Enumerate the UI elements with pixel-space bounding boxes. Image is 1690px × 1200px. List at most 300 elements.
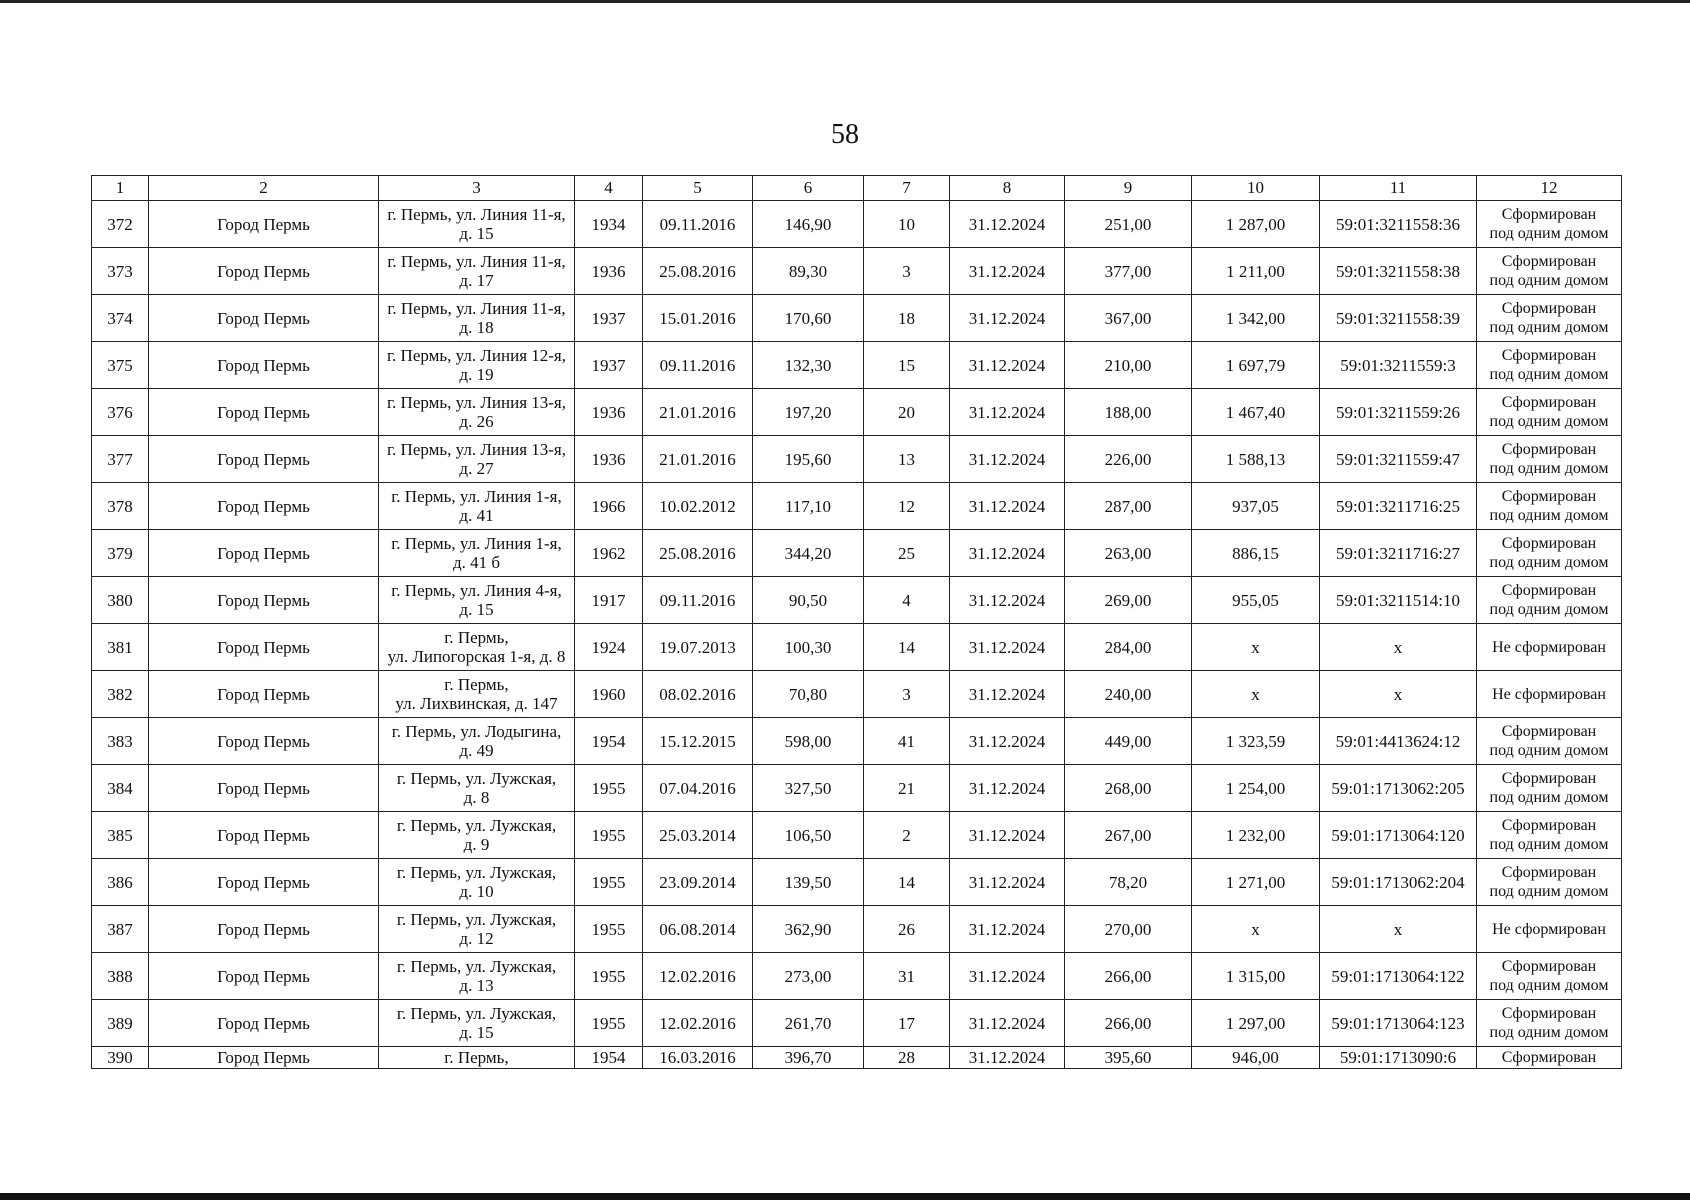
land-status-line-2: под одним домом [1489,554,1609,571]
address-cell [379,718,575,765]
land-status-line-1: Сформирован [1501,347,1597,364]
year-built-cell: 1924 [575,624,643,671]
address-line-1: г. Пермь, ул. Лужская, [396,863,557,882]
count-cell: 12 [864,483,950,530]
address-line-2: д. 18 [459,318,494,337]
municipality-cell: Город Пермь [149,812,379,859]
deadline-cell: 31.12.2024 [950,483,1065,530]
area-cell: 344,20 [753,530,864,577]
deadline-cell: 31.12.2024 [950,577,1065,624]
deadline-cell: 31.12.2024 [950,859,1065,906]
land-status-cell [1477,859,1622,906]
row-number-cell: 374 [92,295,149,342]
land-status-cell [1477,624,1622,671]
table-row [92,248,1622,295]
count-cell: 14 [864,624,950,671]
address-cell [379,953,575,1000]
land-status-cell [1477,389,1622,436]
column-header-4: 4 [575,176,643,201]
row-number-cell: 385 [92,812,149,859]
land-status-cell [1477,295,1622,342]
address-line-2: д. 26 [459,412,494,431]
cadastral-number-cell: 59:01:3211716:27 [1320,530,1477,577]
address-cell [379,342,575,389]
cadastral-number-cell: 59:01:1713090:6 [1320,1047,1477,1069]
column-9-cell: 240,00 [1065,671,1192,718]
area-cell: 327,50 [753,765,864,812]
year-built-cell: 1962 [575,530,643,577]
deadline-cell: 31.12.2024 [950,718,1065,765]
year-built-cell: 1937 [575,295,643,342]
row-number-cell: 372 [92,201,149,248]
table-row [92,342,1622,389]
address-line-1: г. Пермь, ул. Линия 11-я, [387,205,566,224]
year-built-cell: 1966 [575,483,643,530]
date-cell: 09.11.2016 [643,342,753,389]
count-cell: 3 [864,248,950,295]
cadastral-number-cell: 59:01:1713064:120 [1320,812,1477,859]
count-cell: 15 [864,342,950,389]
land-status-line-2: под одним домом [1489,366,1609,383]
count-cell: 31 [864,953,950,1000]
column-9-cell: 284,00 [1065,624,1192,671]
land-status-cell [1477,671,1622,718]
column-10-cell: 1 254,00 [1192,765,1320,812]
table-row [92,859,1622,906]
area-cell: 132,30 [753,342,864,389]
land-status-line-2: под одним домом [1489,742,1609,759]
column-9-cell: 449,00 [1065,718,1192,765]
cadastral-number-cell: 59:01:3211559:47 [1320,436,1477,483]
address-line-1: г. Пермь, ул. Линия 12-я, [387,346,566,365]
address-cell [379,295,575,342]
land-status-line-2: под одним домом [1489,507,1609,524]
column-9-cell: 270,00 [1065,906,1192,953]
year-built-cell: 1955 [575,765,643,812]
deadline-cell: 31.12.2024 [950,812,1065,859]
row-number-cell: 388 [92,953,149,1000]
land-status-line-1: Не сформирован [1492,920,1606,938]
count-cell: 26 [864,906,950,953]
date-cell: 21.01.2016 [643,436,753,483]
column-9-cell: 226,00 [1065,436,1192,483]
date-cell: 12.02.2016 [643,1000,753,1047]
year-built-cell: 1960 [575,671,643,718]
area-cell: 117,10 [753,483,864,530]
year-built-cell: 1955 [575,1000,643,1047]
land-status-line-1: Сформирован [1501,535,1597,552]
column-10-cell: 1 211,00 [1192,248,1320,295]
housing-register-table [91,175,1622,1069]
column-header-5: 5 [643,176,753,201]
column-10-cell: х [1192,906,1320,953]
land-status-line-2: под одним домом [1489,789,1609,806]
address-line-2: д. 15 [459,600,494,619]
column-header-6: 6 [753,176,864,201]
land-status-cell [1477,530,1622,577]
row-number-cell: 381 [92,624,149,671]
column-9-cell: 269,00 [1065,577,1192,624]
land-status-cell [1477,906,1622,953]
column-10-cell: 1 315,00 [1192,953,1320,1000]
land-status-cell [1477,718,1622,765]
land-status-line-1: Сформирован [1501,770,1597,787]
land-status-line-2: под одним домом [1489,460,1609,477]
cadastral-number-cell: 59:01:4413624:12 [1320,718,1477,765]
area-cell: 89,30 [753,248,864,295]
land-status-line-2: под одним домом [1489,601,1609,618]
address-line-2: ул. Липогорская 1-я, д. 8 [387,647,566,666]
land-status-cell [1477,953,1622,1000]
address-line-2: д. 15 [459,224,494,243]
bottom-border-line [0,1193,1690,1200]
land-status-line-1: Не сформирован [1492,638,1606,656]
column-10-cell: 955,05 [1192,577,1320,624]
land-status-cell [1477,201,1622,248]
municipality-cell: Город Пермь [149,577,379,624]
address-cell [379,389,575,436]
column-header-12: 12 [1477,176,1622,201]
column-10-cell: х [1192,671,1320,718]
column-header-8: 8 [950,176,1065,201]
municipality-cell: Город Пермь [149,718,379,765]
area-cell: 197,20 [753,389,864,436]
column-header-7: 7 [864,176,950,201]
municipality-cell: Город Пермь [149,859,379,906]
deadline-cell: 31.12.2024 [950,530,1065,577]
year-built-cell: 1955 [575,859,643,906]
column-9-cell: 78,20 [1065,859,1192,906]
land-status-cell [1477,812,1622,859]
table-row [92,953,1622,1000]
land-status-line-1: Сформирован [1501,253,1597,270]
land-status-line-2: под одним домом [1489,977,1609,994]
area-cell: 273,00 [753,953,864,1000]
area-cell: 396,70 [753,1047,864,1069]
row-number-cell: 390 [92,1047,149,1069]
column-header-11: 11 [1320,176,1477,201]
land-status-line-2: под одним домом [1489,225,1609,242]
land-status-line-2: под одним домом [1489,1024,1609,1041]
deadline-cell: 31.12.2024 [950,295,1065,342]
column-header-2: 2 [149,176,379,201]
address-line-2: д. 41 [459,506,494,525]
row-number-cell: 379 [92,530,149,577]
date-cell: 19.07.2013 [643,624,753,671]
land-status-line-2: под одним домом [1489,836,1609,853]
row-number-cell: 375 [92,342,149,389]
address-line-1: г. Пермь, [444,675,509,694]
address-line-1: г. Пермь, ул. Лужская, [396,957,557,976]
address-line-1: г. Пермь, ул. Линия 11-я, [387,299,566,318]
table-row [92,483,1622,530]
area-cell: 146,90 [753,201,864,248]
cadastral-number-cell: 59:01:1713062:205 [1320,765,1477,812]
land-status-cell [1477,1000,1622,1047]
date-cell: 15.01.2016 [643,295,753,342]
municipality-cell: Город Пермь [149,201,379,248]
address-cell [379,765,575,812]
table-row [92,765,1622,812]
count-cell: 21 [864,765,950,812]
area-cell: 170,60 [753,295,864,342]
land-status-cell [1477,765,1622,812]
land-status-line-1: Сформирован [1501,206,1597,223]
table-row [92,1000,1622,1047]
count-cell: 41 [864,718,950,765]
cadastral-number-cell: 59:01:3211716:25 [1320,483,1477,530]
cadastral-number-cell: 59:01:3211558:36 [1320,201,1477,248]
address-line-2: д. 27 [459,459,494,478]
page-number: 58 [831,119,859,150]
year-built-cell: 1936 [575,248,643,295]
address-line-2: д. 13 [459,976,494,995]
municipality-cell: Город Пермь [149,436,379,483]
municipality-cell: Город Пермь [149,765,379,812]
address-cell [379,577,575,624]
date-cell: 25.08.2016 [643,530,753,577]
deadline-cell: 31.12.2024 [950,671,1065,718]
area-cell: 362,90 [753,906,864,953]
table-row [92,812,1622,859]
land-status-cell [1477,483,1622,530]
column-10-cell: х [1192,624,1320,671]
municipality-cell: Город Пермь [149,1000,379,1047]
address-cell [379,201,575,248]
column-9-cell: 266,00 [1065,1000,1192,1047]
count-cell: 28 [864,1047,950,1069]
deadline-cell: 31.12.2024 [950,389,1065,436]
municipality-cell: Город Пермь [149,953,379,1000]
land-status-cell [1477,342,1622,389]
cadastral-number-cell: х [1320,906,1477,953]
column-10-cell: 1 232,00 [1192,812,1320,859]
year-built-cell: 1954 [575,1047,643,1069]
year-built-cell: 1934 [575,201,643,248]
cadastral-number-cell: х [1320,671,1477,718]
cadastral-number-cell: 59:01:3211559:26 [1320,389,1477,436]
land-status-line-1: Сформирован [1501,488,1597,505]
row-number-cell: 378 [92,483,149,530]
table-row [92,624,1622,671]
count-cell: 17 [864,1000,950,1047]
row-number-cell: 384 [92,765,149,812]
address-cell [379,1047,575,1069]
area-cell: 70,80 [753,671,864,718]
column-9-cell: 263,00 [1065,530,1192,577]
address-line-1: г. Пермь, [444,628,509,647]
year-built-cell: 1917 [575,577,643,624]
address-cell [379,436,575,483]
date-cell: 06.08.2014 [643,906,753,953]
cadastral-number-cell: 59:01:1713064:122 [1320,953,1477,1000]
address-cell [379,483,575,530]
table-row [92,436,1622,483]
table-row [92,671,1622,718]
cadastral-number-cell: х [1320,624,1477,671]
column-10-cell: 1 697,79 [1192,342,1320,389]
land-status-line-1: Сформирован [1501,817,1597,834]
area-cell: 261,70 [753,1000,864,1047]
area-cell: 195,60 [753,436,864,483]
year-built-cell: 1954 [575,718,643,765]
date-cell: 25.08.2016 [643,248,753,295]
land-status-line-2: под одним домом [1489,883,1609,900]
address-line-1: г. Пермь, [444,1048,509,1067]
deadline-cell: 31.12.2024 [950,342,1065,389]
row-number-cell: 376 [92,389,149,436]
row-number-cell: 382 [92,671,149,718]
deadline-cell: 31.12.2024 [950,248,1065,295]
municipality-cell: Город Пермь [149,483,379,530]
row-number-cell: 373 [92,248,149,295]
deadline-cell: 31.12.2024 [950,436,1065,483]
date-cell: 25.03.2014 [643,812,753,859]
date-cell: 10.02.2012 [643,483,753,530]
column-header-9: 9 [1065,176,1192,201]
address-line-1: г. Пермь, ул. Линия 1-я, [391,534,562,553]
table-row [92,295,1622,342]
municipality-cell: Город Пермь [149,342,379,389]
column-9-cell: 210,00 [1065,342,1192,389]
municipality-cell: Город Пермь [149,389,379,436]
row-number-cell: 377 [92,436,149,483]
land-status-cell [1477,248,1622,295]
column-10-cell: 937,05 [1192,483,1320,530]
date-cell: 15.12.2015 [643,718,753,765]
date-cell: 23.09.2014 [643,859,753,906]
address-line-1: г. Пермь, ул. Линия 13-я, [387,393,566,412]
address-line-1: г. Пермь, ул. Линия 1-я, [391,487,562,506]
address-line-1: г. Пермь, ул. Лужская, [396,769,557,788]
column-header-3: 3 [379,176,575,201]
year-built-cell: 1955 [575,953,643,1000]
column-header-1: 1 [92,176,149,201]
count-cell: 2 [864,812,950,859]
count-cell: 13 [864,436,950,483]
address-line-2: д. 41 б [452,553,501,572]
address-line-1: г. Пермь, ул. Лужская, [396,1004,557,1023]
column-number-header-row [92,176,1622,201]
address-line-1: г. Пермь, ул. Линия 13-я, [387,440,566,459]
municipality-cell: Город Пермь [149,671,379,718]
row-number-cell: 389 [92,1000,149,1047]
count-cell: 18 [864,295,950,342]
cadastral-number-cell: 59:01:3211559:3 [1320,342,1477,389]
count-cell: 14 [864,859,950,906]
address-line-2: д. 17 [459,271,494,290]
address-line-2: ул. Лихвинская, д. 147 [395,694,558,713]
land-status-line-1: Сформирован [1501,958,1597,975]
land-status-line-1: Сформирован [1501,864,1597,881]
land-status-line-2: под одним домом [1489,413,1609,430]
address-cell [379,530,575,577]
address-line-2: д. 12 [459,929,494,948]
area-cell: 139,50 [753,859,864,906]
table-row [92,1047,1622,1069]
land-status-cell [1477,1047,1622,1069]
table-row [92,530,1622,577]
column-10-cell: 1 342,00 [1192,295,1320,342]
address-cell [379,671,575,718]
land-status-line-1: Сформирован [1501,300,1597,317]
land-status-line-1: Сформирован [1501,1049,1597,1066]
table-row [92,201,1622,248]
address-line-2: д. 9 [463,835,490,854]
column-10-cell: 1 297,00 [1192,1000,1320,1047]
date-cell: 08.02.2016 [643,671,753,718]
column-10-cell: 886,15 [1192,530,1320,577]
municipality-cell: Город Пермь [149,1047,379,1069]
date-cell: 21.01.2016 [643,389,753,436]
column-10-cell: 1 287,00 [1192,201,1320,248]
address-line-2: д. 15 [459,1023,494,1042]
column-9-cell: 268,00 [1065,765,1192,812]
address-cell [379,1000,575,1047]
count-cell: 20 [864,389,950,436]
year-built-cell: 1936 [575,436,643,483]
municipality-cell: Город Пермь [149,530,379,577]
land-status-line-2: под одним домом [1489,319,1609,336]
address-line-2: д. 8 [463,788,490,807]
column-9-cell: 251,00 [1065,201,1192,248]
column-10-cell: 1 467,40 [1192,389,1320,436]
year-built-cell: 1955 [575,812,643,859]
row-number-cell: 383 [92,718,149,765]
cadastral-number-cell: 59:01:1713064:123 [1320,1000,1477,1047]
address-cell [379,906,575,953]
count-cell: 3 [864,671,950,718]
land-status-line-1: Сформирован [1501,394,1597,411]
row-number-cell: 386 [92,859,149,906]
land-status-line-1: Сформирован [1501,582,1597,599]
land-status-line-1: Сформирован [1501,723,1597,740]
land-status-cell [1477,436,1622,483]
land-status-line-1: Не сформирован [1492,685,1606,703]
address-cell [379,248,575,295]
address-line-1: г. Пермь, ул. Лужская, [396,910,557,929]
deadline-cell: 31.12.2024 [950,624,1065,671]
year-built-cell: 1937 [575,342,643,389]
address-cell [379,812,575,859]
area-cell: 90,50 [753,577,864,624]
year-built-cell: 1936 [575,389,643,436]
date-cell: 07.04.2016 [643,765,753,812]
land-status-line-1: Сформирован [1501,441,1597,458]
table-row [92,906,1622,953]
row-number-cell: 387 [92,906,149,953]
column-10-cell: 1 271,00 [1192,859,1320,906]
cadastral-number-cell: 59:01:3211558:38 [1320,248,1477,295]
year-built-cell: 1955 [575,906,643,953]
deadline-cell: 31.12.2024 [950,906,1065,953]
column-9-cell: 395,60 [1065,1047,1192,1069]
deadline-cell: 31.12.2024 [950,201,1065,248]
column-9-cell: 367,00 [1065,295,1192,342]
date-cell: 16.03.2016 [643,1047,753,1069]
municipality-cell: Город Пермь [149,248,379,295]
date-cell: 09.11.2016 [643,577,753,624]
count-cell: 4 [864,577,950,624]
area-cell: 100,30 [753,624,864,671]
land-status-line-2: под одним домом [1489,272,1609,289]
top-border-line [0,0,1690,3]
area-cell: 598,00 [753,718,864,765]
column-header-10: 10 [1192,176,1320,201]
deadline-cell: 31.12.2024 [950,765,1065,812]
count-cell: 10 [864,201,950,248]
date-cell: 12.02.2016 [643,953,753,1000]
